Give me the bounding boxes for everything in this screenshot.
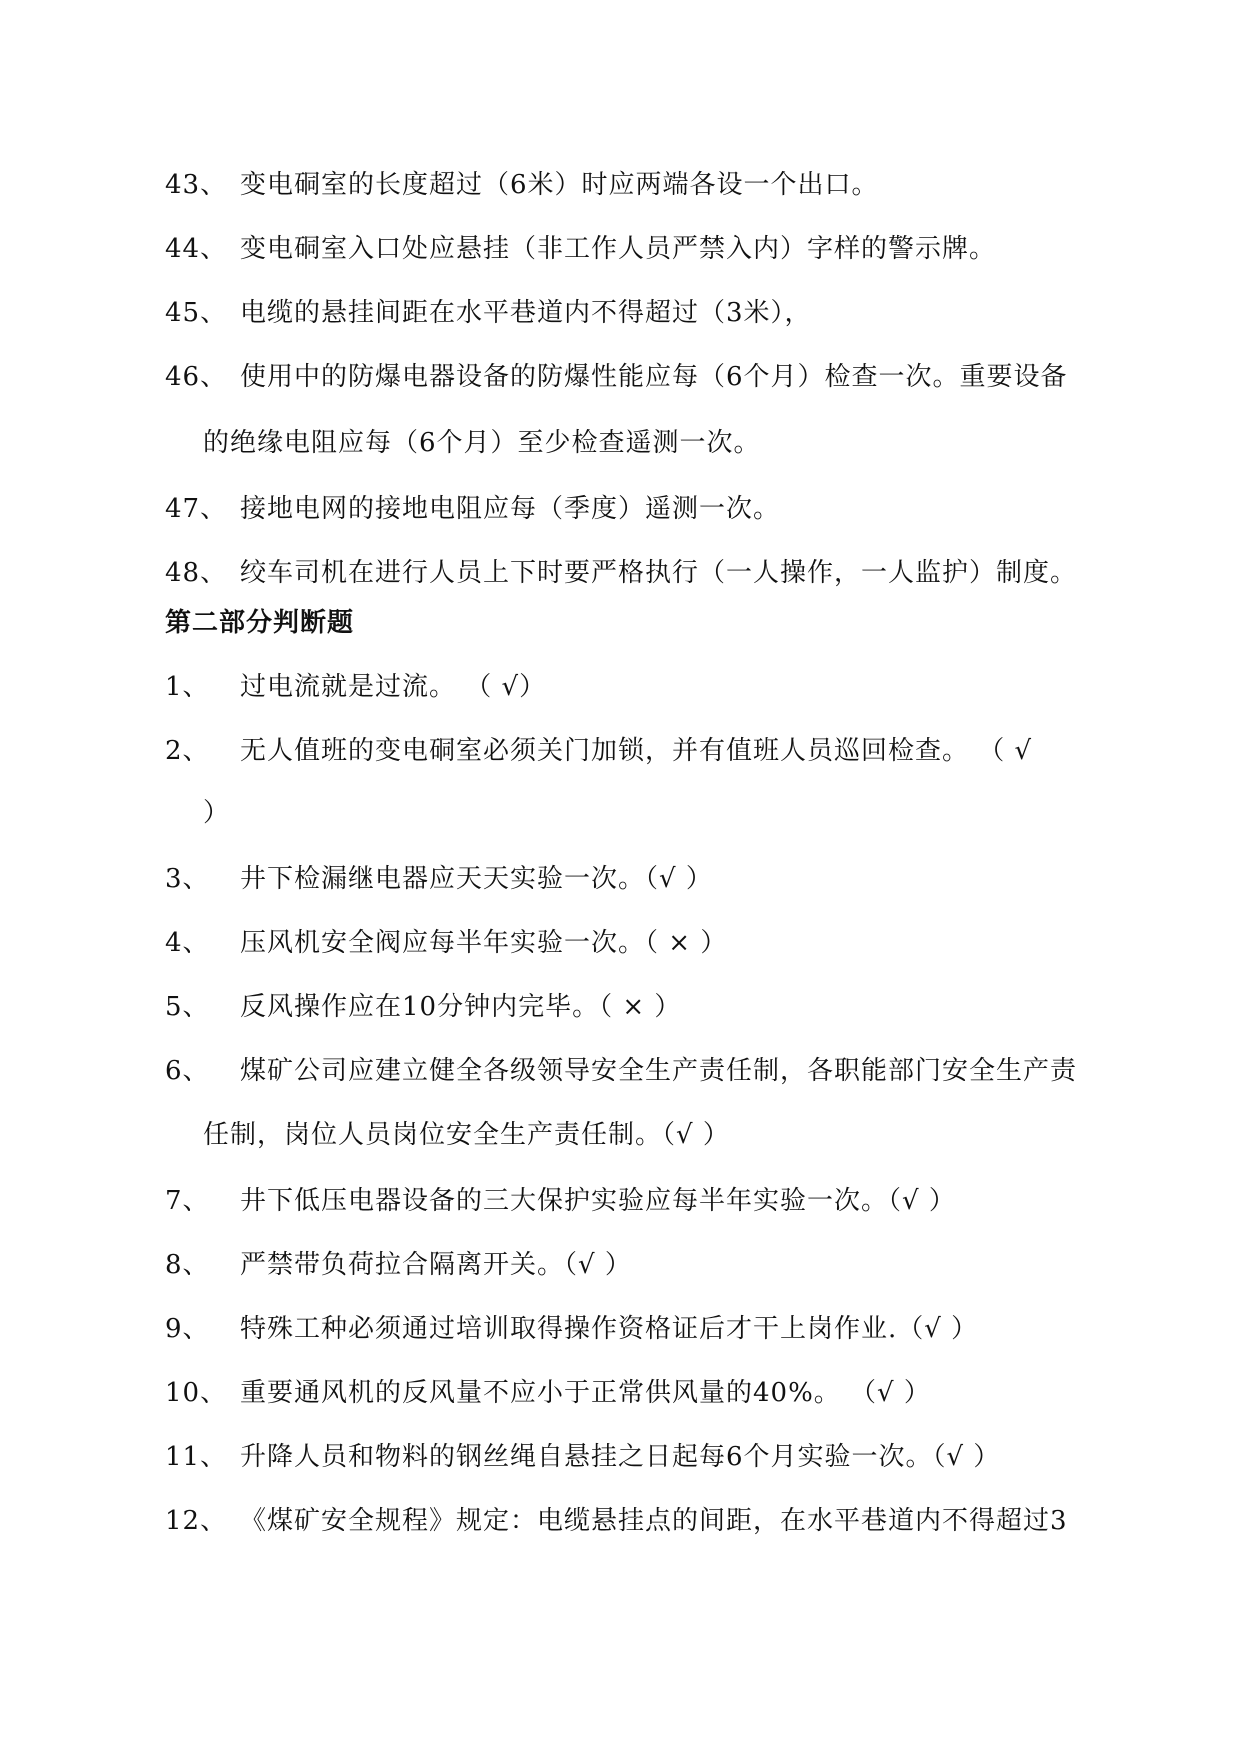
item-text: 重要通风机的反风量不应小于正常供风量的40%。 （√ ）: [240, 1378, 931, 1408]
item-text: 变电硐室的长度超过（6米）时应两端各设一个出口。: [240, 170, 879, 200]
item-number: 12、: [165, 1506, 228, 1536]
item-text: 反风操作应在10分钟内完毕。（ × ）: [240, 992, 682, 1022]
item-number: 44、: [165, 234, 228, 264]
item-text: 严禁带负荷拉合隔离开关。（√ ）: [240, 1250, 632, 1280]
item-number: 2、: [165, 736, 210, 766]
item-number: 3、: [165, 864, 210, 894]
item-number: 9、: [165, 1314, 210, 1344]
section-heading: 第二部分判断题: [165, 608, 355, 638]
item-text: 升降人员和物料的钢丝绳自悬挂之日起每6个月实验一次。（√ ）: [240, 1442, 1001, 1472]
item-number: 45、: [165, 298, 228, 328]
item-text: 变电硐室入口处应悬挂（非工作人员严禁入内）字样的警示牌。: [240, 234, 997, 264]
item-text: 绞车司机在进行人员上下时要严格执行（一人操作，一人监护）制度。: [240, 558, 1078, 588]
item-text: 井下检漏继电器应天天实验一次。（√ ）: [240, 864, 713, 894]
item-number: 4、: [165, 928, 210, 958]
item-text: 无人值班的变电硐室必须关门加锁，并有值班人员巡回检查。 （ √: [240, 736, 1033, 766]
item-text: 煤矿公司应建立健全各级领导安全生产责任制，各职能部门安全生产责: [240, 1056, 1078, 1086]
item-number: 7、: [165, 1186, 210, 1216]
item-number: 46、: [165, 362, 228, 392]
item-text: 《煤矿安全规程》规定：电缆悬挂点的间距，在水平巷道内不得超过3: [240, 1506, 1068, 1536]
item-number: 10、: [165, 1378, 228, 1408]
item-text: 特殊工种必须通过培训取得操作资格证后才干上岗作业.（√ ）: [240, 1314, 979, 1344]
item-text-continued: ）: [203, 798, 231, 828]
item-number: 5、: [165, 992, 210, 1022]
item-number: 48、: [165, 558, 228, 588]
item-number: 1、: [165, 672, 210, 702]
item-text: 电缆的悬挂间距在水平巷道内不得超过（3米），: [240, 298, 812, 328]
item-text-continued: 任制，岗位人员岗位安全生产责任制。（√ ）: [203, 1120, 730, 1150]
item-text: 压风机安全阀应每半年实验一次。（ × ）: [240, 928, 728, 958]
item-number: 47、: [165, 494, 228, 524]
item-number: 8、: [165, 1250, 210, 1280]
item-text: 井下低压电器设备的三大保护实验应每半年实验一次。（√ ）: [240, 1186, 956, 1216]
item-text-continued: 的绝缘电阻应每（6个月）至少检查遥测一次。: [203, 428, 761, 458]
item-text: 过电流就是过流。 （ √）: [240, 672, 547, 702]
item-text: 使用中的防爆电器设备的防爆性能应每（6个月）检查一次。重要设备: [240, 362, 1068, 392]
item-number: 43、: [165, 170, 228, 200]
item-number: 11、: [165, 1442, 228, 1472]
item-number: 6、: [165, 1056, 210, 1086]
item-text: 接地电网的接地电阻应每（季度）遥测一次。: [240, 494, 781, 524]
